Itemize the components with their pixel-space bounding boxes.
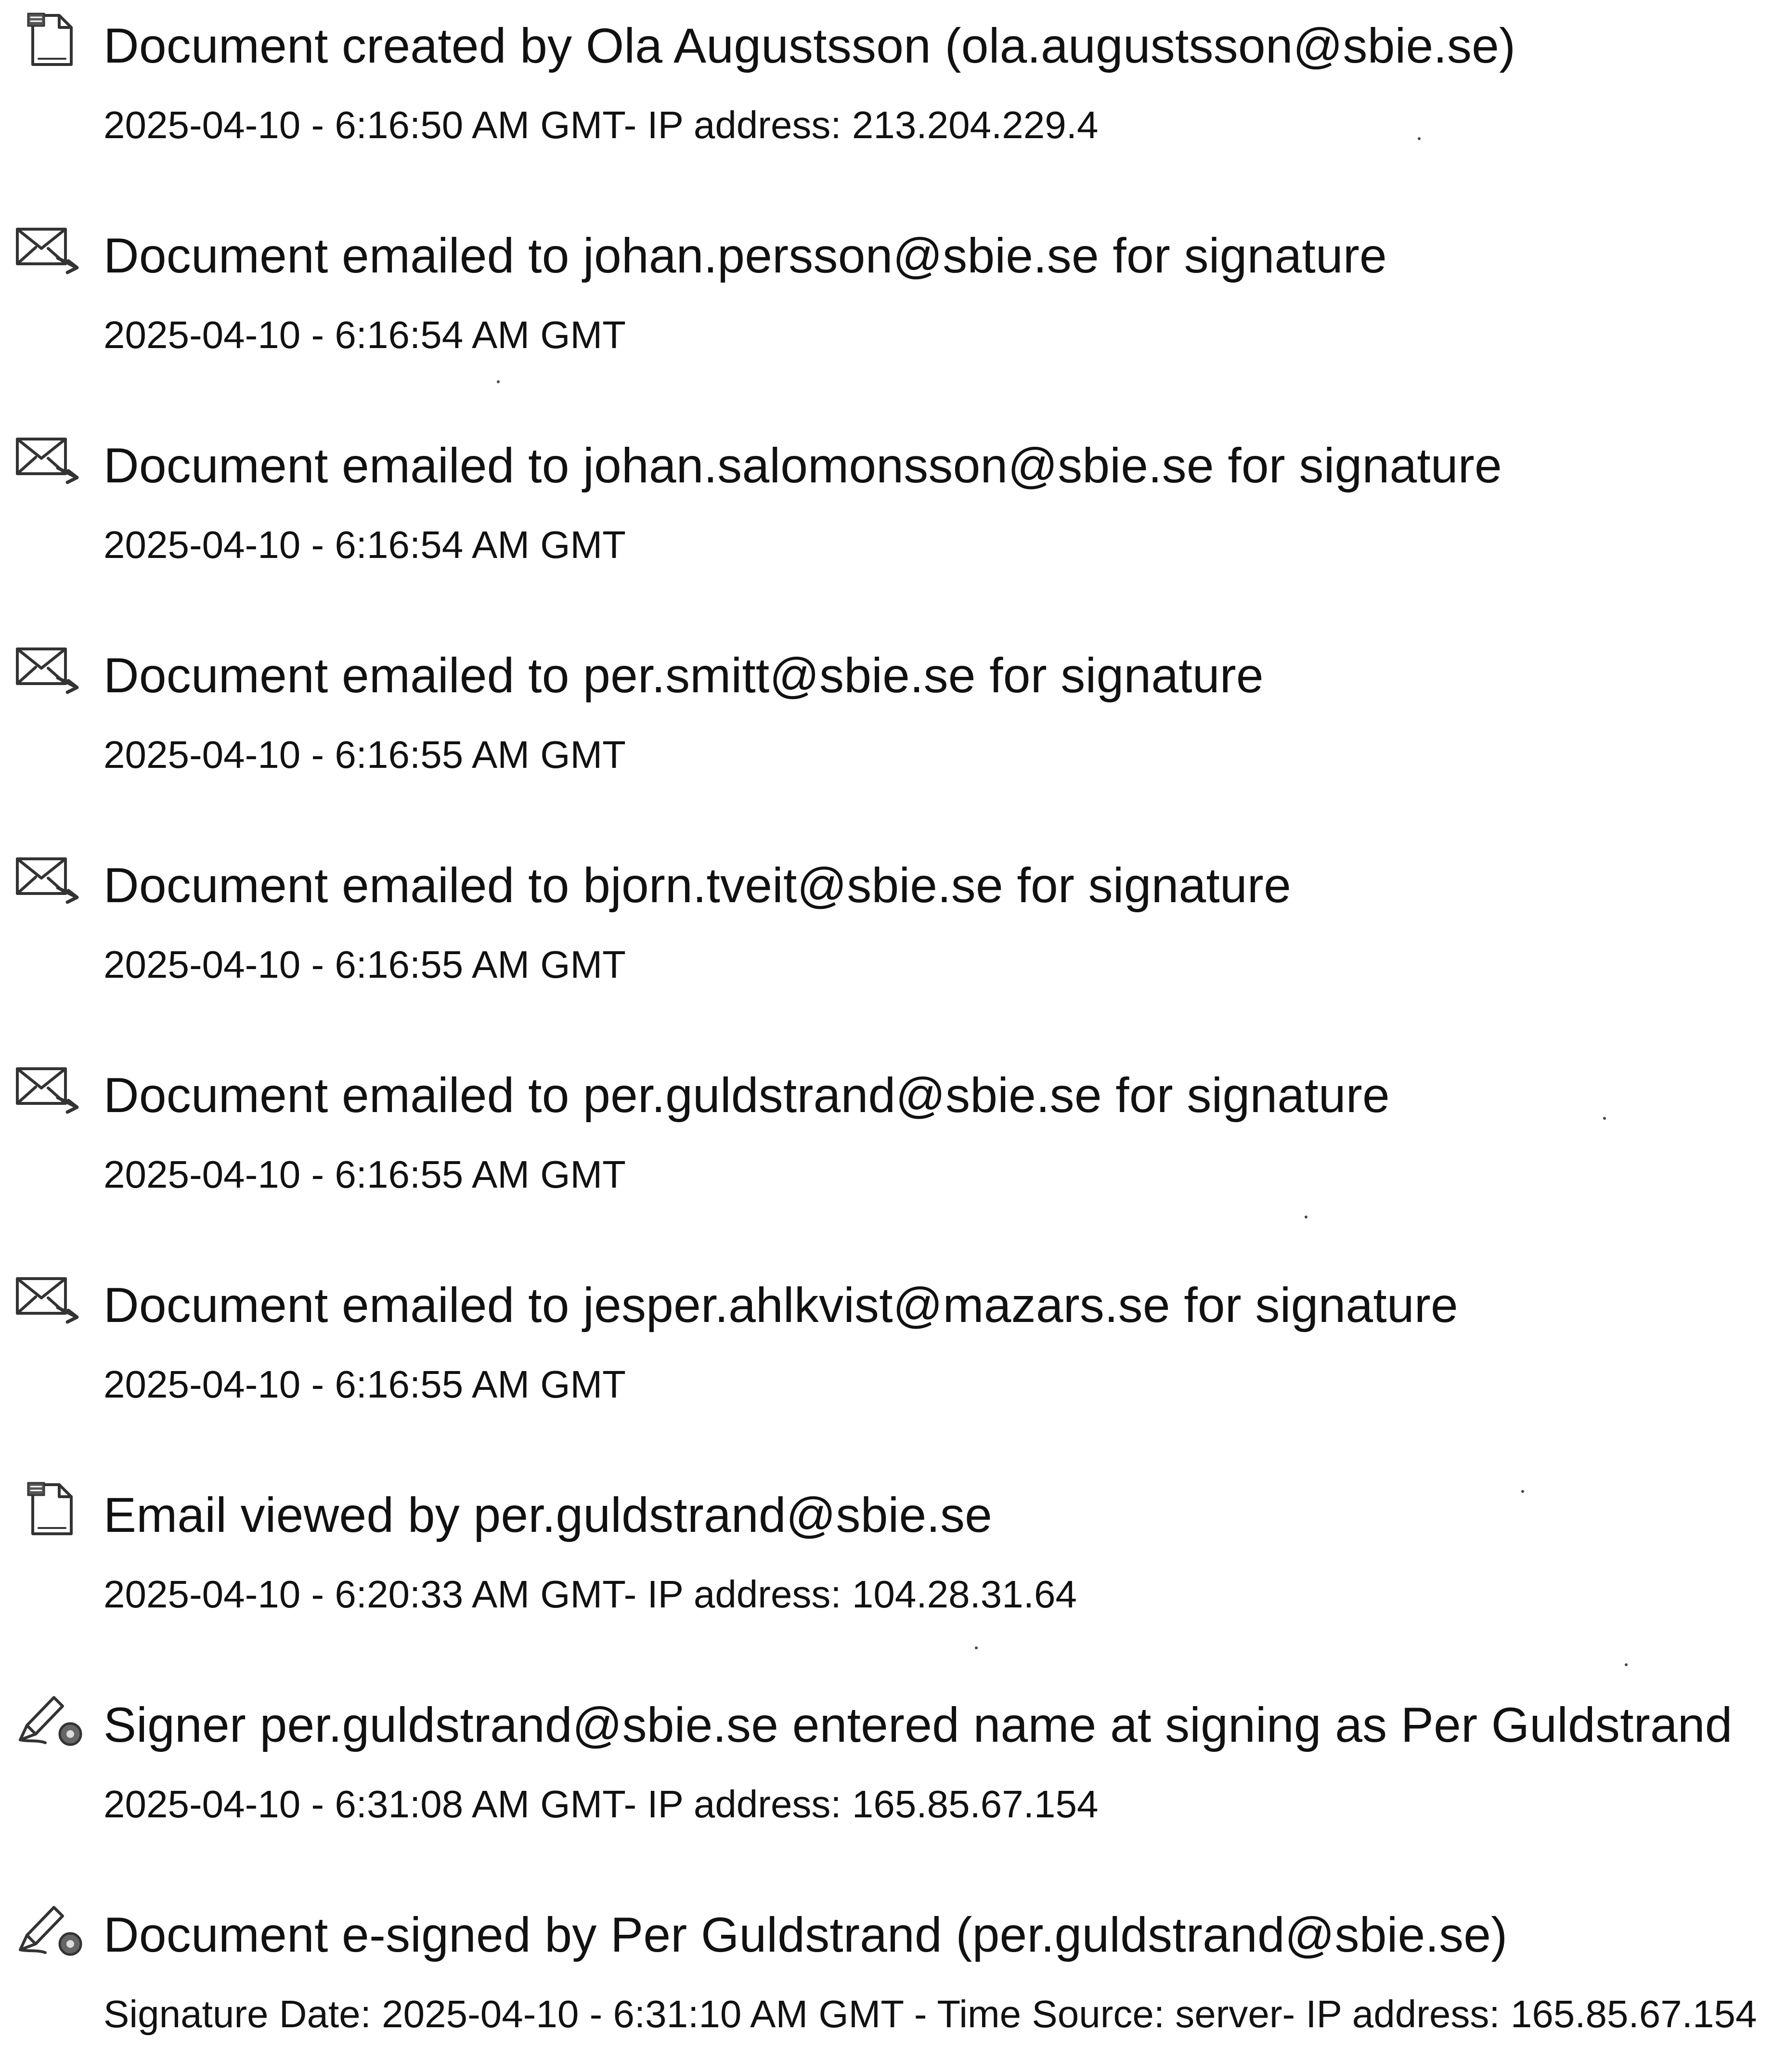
scan-speck — [1603, 1117, 1606, 1120]
scan-speck — [1305, 1216, 1307, 1218]
audit-entry — [0, 1679, 1786, 1862]
audit-entry-title: Document emailed to jesper.ahlkvist@mazars.se for signature — [104, 1278, 1458, 1333]
audit-entry-timestamp: 2025-04-10 - 6:16:54 AM GMT — [104, 313, 626, 356]
audit-entry — [0, 840, 1786, 1023]
audit-entry — [0, 1259, 1786, 1442]
email-sent-icon — [13, 220, 86, 278]
audit-entry-timestamp: 2025-04-10 - 6:16:55 AM GMT — [104, 943, 626, 986]
audit-entry-title: Document emailed to per.guldstrand@sbie.se for signature — [104, 1068, 1390, 1123]
audit-entry-title: Signer per.guldstrand@sbie.se entered name at signing as Per Guldstrand — [104, 1697, 1733, 1752]
audit-entry — [0, 420, 1786, 603]
audit-entry-title: Document e-signed by Per Guldstrand (per.guldstrand@sbie.se) — [104, 1907, 1508, 1962]
email-sent-icon — [13, 640, 86, 698]
audit-entry-timestamp: 2025-04-10 - 6:16:50 AM GMT- IP address: 213.204.229.4 — [104, 104, 1099, 146]
scan-speck — [1418, 137, 1421, 140]
audit-entry — [0, 210, 1786, 393]
signature-pen-icon — [13, 1900, 86, 1957]
scan-speck — [975, 1646, 978, 1649]
audit-entry — [0, 0, 1786, 183]
audit-entry-timestamp: 2025-04-10 - 6:16:55 AM GMT — [104, 733, 626, 776]
audit-entry-timestamp: 2025-04-10 - 6:16:54 AM GMT — [104, 523, 626, 566]
audit-entry-title: Document emailed to johan.persson@sbie.se for signature — [104, 228, 1387, 283]
audit-entry-timestamp: Signature Date: 2025-04-10 - 6:31:10 AM GMT - Time Source: server- IP address: 165.85.67.154 — [104, 1993, 1757, 2035]
scan-speck — [1521, 1490, 1524, 1493]
scan-speck — [497, 380, 500, 383]
audit-entry — [0, 1889, 1786, 2072]
audit-entry-title: Document created by Ola Augustsson (ola.augustsson@sbie.se) — [104, 18, 1516, 73]
email-sent-icon — [13, 1270, 86, 1328]
email-sent-icon — [13, 430, 86, 488]
document-icon — [13, 1480, 86, 1538]
audit-entry-title: Email viewed by per.guldstrand@sbie.se — [104, 1488, 993, 1542]
audit-entry — [0, 1469, 1786, 1652]
audit-entry-timestamp: 2025-04-10 - 6:20:33 AM GMT- IP address: 104.28.31.64 — [104, 1573, 1077, 1616]
email-sent-icon — [13, 1060, 86, 1118]
scan-speck — [1625, 1663, 1628, 1666]
audit-entry-timestamp: 2025-04-10 - 6:16:55 AM GMT — [104, 1363, 626, 1406]
audit-entry — [0, 1049, 1786, 1232]
email-sent-icon — [13, 850, 86, 908]
audit-entry-title: Document emailed to bjorn.tveit@sbie.se for signature — [104, 858, 1292, 913]
signature-pen-icon — [13, 1690, 86, 1748]
audit-entry-timestamp: 2025-04-10 - 6:31:08 AM GMT- IP address: 165.85.67.154 — [104, 1783, 1099, 1826]
document-icon — [13, 11, 86, 68]
audit-entry-title: Document emailed to johan.salomonsson@sbie.se for signature — [104, 438, 1502, 493]
audit-entry-timestamp: 2025-04-10 - 6:16:55 AM GMT — [104, 1153, 626, 1196]
audit-entry — [0, 630, 1786, 813]
audit-entry-title: Document emailed to per.smitt@sbie.se for signature — [104, 648, 1264, 703]
